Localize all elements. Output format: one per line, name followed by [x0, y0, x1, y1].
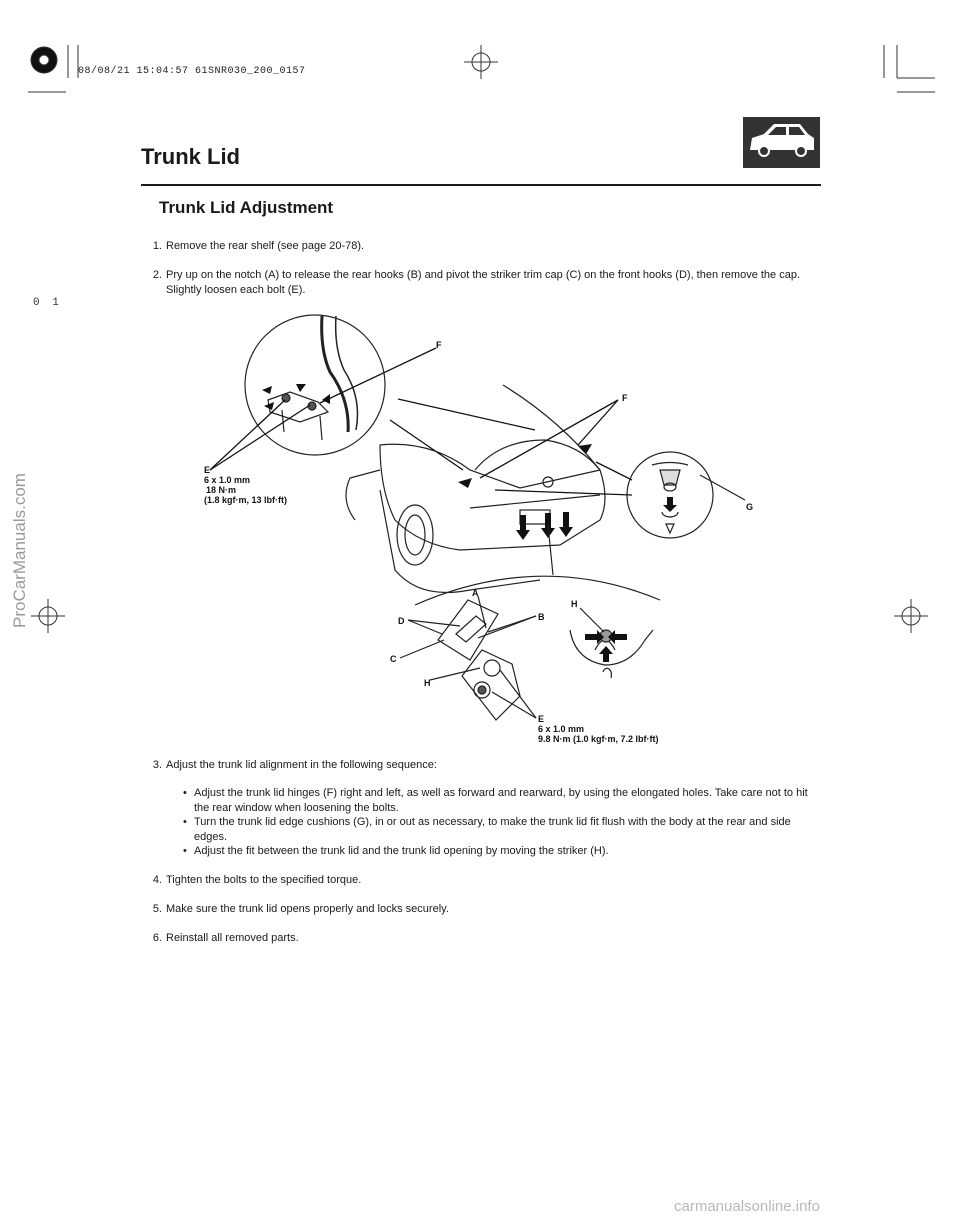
callout-letter: E — [538, 714, 545, 724]
section-title: Trunk Lid Adjustment — [159, 198, 334, 217]
bolt-size: 6 x 1.0 mm — [204, 475, 251, 485]
callout-front-hooks-d: D — [398, 616, 405, 626]
margin-mark: 0 1 — [33, 297, 62, 309]
bullet-mark: • — [183, 816, 187, 828]
callout-rear-hooks-b: B — [538, 612, 545, 622]
step-text: Remove the rear shelf (see page 20-78). — [166, 240, 365, 252]
callout-striker-h-right: H — [571, 599, 578, 609]
callout-cushion-g: G — [746, 502, 754, 512]
cushion-detail-illustration — [627, 452, 745, 538]
step-4 — [148, 873, 808, 888]
side-watermark: ProCarManuals.com — [10, 473, 29, 628]
callout-bolt-e-lower — [538, 714, 659, 744]
step-text: Reinstall all removed parts. — [166, 932, 299, 944]
sub-step-text: Turn the trunk lid edge cushions (G), in or out as necessary, to make the trunk lid fit flush with the body at the rear and side edges. — [194, 816, 791, 843]
step-number: 4. — [152, 874, 162, 886]
sub-step-text: Adjust the trunk lid hinges (F) right and left, as well as forward and rearward, by using the elongated holes. Take care not to hit the rear window when loosening the bolts. — [194, 787, 808, 814]
body-arrows — [458, 444, 592, 540]
bottom-watermark: carmanualsonline.info — [674, 1198, 820, 1215]
callout-hinge-f-detail: F — [436, 340, 442, 350]
callout-hinge-f: F — [622, 393, 628, 403]
step-number: 6. — [152, 932, 162, 944]
step-1 — [148, 239, 808, 254]
step-number: 1. — [152, 240, 162, 252]
callout-notch-a: A — [472, 588, 479, 598]
step-text: Pry up on the notch (A) to release the rear hooks (B) and pivot the striker trim cap (C) on the front hooks (D), then remove the cap. Slightly loosen each bolt (E). — [166, 269, 801, 296]
sub-step-cushions — [183, 815, 811, 845]
step-number: 3. — [152, 759, 162, 771]
step-6 — [148, 931, 808, 946]
callout-trim-cap-c: C — [390, 654, 397, 664]
sub-step-striker — [183, 844, 811, 859]
sub-step-hinges — [183, 786, 811, 816]
sub-step-text: Adjust the fit between the trunk lid and the trunk lid opening by moving the striker (H). — [194, 845, 609, 857]
bolt-size: 6 x 1.0 mm — [538, 724, 585, 734]
callout-striker-h-left: H — [424, 678, 431, 688]
callout-bolt-e-upper — [204, 465, 287, 505]
step-5 — [148, 902, 808, 917]
step-number: 2. — [152, 269, 162, 281]
callout-letter: E — [204, 465, 211, 475]
bolt-torque: 9.8 N·m (1.0 kgf·m, 7.2 lbf·ft) — [538, 734, 659, 744]
striker-detail-illustration — [400, 525, 660, 720]
step-3 — [148, 758, 808, 773]
step-text: Adjust the trunk lid alignment in the following sequence: — [166, 759, 437, 771]
bullet-mark: • — [183, 787, 187, 799]
step-number: 5. — [152, 903, 162, 915]
cushion-arrows — [663, 497, 677, 512]
title-divider — [141, 184, 821, 186]
print-timestamp: 08/08/21 15:04:57 61SNR030_200_0157 — [78, 66, 306, 77]
hinge-adjust-arrows — [262, 384, 330, 410]
step-2 — [148, 268, 808, 298]
bullet-mark: • — [183, 845, 187, 857]
bolt-torque-alt: (1.8 kgf·m, 13 lbf·ft) — [204, 495, 288, 505]
car-body-icon — [743, 117, 820, 168]
page-title: Trunk Lid — [141, 144, 240, 169]
step-text: Tighten the bolts to the specified torque. — [166, 874, 362, 886]
bolt-torque: 18 N·m — [206, 485, 237, 495]
step-text: Make sure the trunk lid opens properly and locks securely. — [166, 903, 449, 915]
